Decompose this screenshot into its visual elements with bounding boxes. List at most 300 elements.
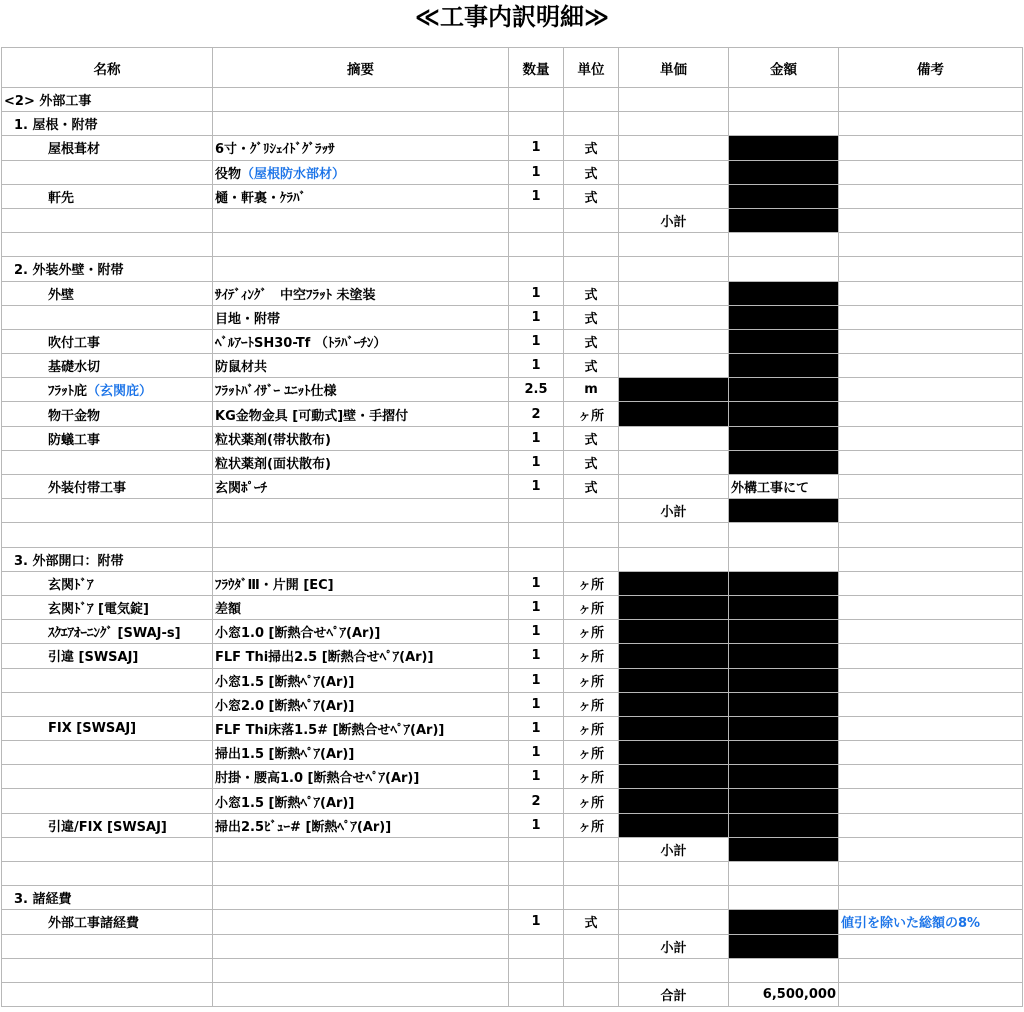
cell-note bbox=[839, 765, 1023, 789]
cell-description bbox=[213, 668, 509, 692]
table-row bbox=[2, 523, 1023, 547]
table-row bbox=[2, 136, 1023, 160]
cell-quantity bbox=[509, 378, 564, 402]
cell-description bbox=[213, 160, 509, 184]
cell-quantity bbox=[509, 765, 564, 789]
cell-amount bbox=[729, 184, 839, 208]
cell-description bbox=[213, 982, 509, 1006]
cell-name bbox=[2, 620, 213, 644]
cell-name-text: 基礎水切 bbox=[48, 360, 101, 376]
cell-note bbox=[839, 450, 1023, 474]
cell-name-text: ｽｸｴｱｵｰﾆﾝｸﾞ [SWAJ-s] bbox=[48, 626, 181, 642]
table-row bbox=[2, 208, 1023, 232]
cell-quantity bbox=[509, 934, 564, 958]
cell-unit-text: 式 bbox=[584, 335, 598, 351]
cell-description-text: 目地・附帯 bbox=[215, 311, 281, 327]
table-row bbox=[2, 958, 1023, 982]
cell-quantity-text: 1 bbox=[531, 140, 541, 156]
cell-unit bbox=[564, 208, 619, 232]
cell-unit bbox=[564, 547, 619, 571]
cell-description-text: ｻｲﾃﾞｨﾝｸﾞ 中空ﾌﾗｯﾄ 未塗装 bbox=[215, 287, 376, 303]
cell-name bbox=[2, 644, 213, 668]
cell-quantity-text: 2 bbox=[531, 406, 541, 422]
table-row bbox=[2, 233, 1023, 257]
cell-unit-price bbox=[619, 88, 729, 112]
cell-unit bbox=[564, 958, 619, 982]
cell-quantity-text: 1 bbox=[531, 285, 541, 301]
cell-unit bbox=[564, 741, 619, 765]
cell-description-text: 小窓1.0 [断熱合せﾍﾟｱ(Ar)] bbox=[215, 626, 381, 642]
cell-amount bbox=[729, 402, 839, 426]
cell-note bbox=[839, 281, 1023, 305]
table-row bbox=[2, 305, 1023, 329]
cell-unit-price bbox=[619, 813, 729, 837]
cell-note bbox=[839, 886, 1023, 910]
cell-unit-text: ヶ所 bbox=[577, 577, 604, 593]
cell-name bbox=[2, 475, 213, 499]
cell-quantity bbox=[509, 982, 564, 1006]
cell-name bbox=[2, 813, 213, 837]
cell-note bbox=[839, 547, 1023, 571]
cell-quantity bbox=[509, 257, 564, 281]
cell-note bbox=[839, 112, 1023, 136]
cell-unit bbox=[564, 789, 619, 813]
cell-unit-price bbox=[619, 692, 729, 716]
cell-description bbox=[213, 547, 509, 571]
cell-unit bbox=[564, 620, 619, 644]
cell-unit-text: ヶ所 bbox=[577, 795, 604, 811]
cell-description bbox=[213, 789, 509, 813]
cell-note bbox=[839, 741, 1023, 765]
cell-amount bbox=[729, 862, 839, 886]
table-row bbox=[2, 644, 1023, 668]
estimate-table bbox=[1, 47, 1023, 1007]
cell-unit bbox=[564, 910, 619, 934]
cell-unit bbox=[564, 257, 619, 281]
cell-quantity bbox=[509, 716, 564, 740]
table-row bbox=[2, 862, 1023, 886]
cell-amount bbox=[729, 886, 839, 910]
cell-name bbox=[2, 571, 213, 595]
cell-quantity bbox=[509, 233, 564, 257]
cell-note bbox=[839, 523, 1023, 547]
cell-note bbox=[839, 354, 1023, 378]
cell-description-text: 掃出2.5ﾋﾞｭｰ# [断熱ﾍﾟｱ(Ar)] bbox=[215, 819, 392, 835]
cell-name bbox=[2, 789, 213, 813]
cell-unit-price bbox=[619, 862, 729, 886]
table-row bbox=[2, 741, 1023, 765]
cell-amount bbox=[729, 281, 839, 305]
header-unit: 単位 bbox=[564, 48, 619, 88]
cell-description-text: 小窓1.5 [断熱ﾍﾟｱ(Ar)] bbox=[215, 795, 355, 811]
cell-description bbox=[213, 257, 509, 281]
cell-description-highlight: （屋根防水部材） bbox=[241, 166, 346, 182]
cell-note bbox=[839, 426, 1023, 450]
cell-quantity bbox=[509, 281, 564, 305]
cell-description-text: 玄関ﾎﾟｰﾁ bbox=[215, 481, 268, 497]
cell-description bbox=[213, 958, 509, 982]
cell-unit bbox=[564, 112, 619, 136]
cell-unit-text: 式 bbox=[584, 456, 598, 472]
cell-name bbox=[2, 668, 213, 692]
cell-quantity-text: 1 bbox=[531, 769, 541, 785]
cell-quantity-text: 2 bbox=[531, 793, 541, 809]
cell-description bbox=[213, 595, 509, 619]
cell-name bbox=[2, 208, 213, 232]
cell-name bbox=[2, 88, 213, 112]
cell-description bbox=[213, 88, 509, 112]
cell-quantity-text: 1 bbox=[531, 696, 541, 712]
cell-amount bbox=[729, 837, 839, 861]
table-row bbox=[2, 475, 1023, 499]
cell-quantity bbox=[509, 813, 564, 837]
cell-amount bbox=[729, 813, 839, 837]
cell-amount bbox=[729, 620, 839, 644]
cell-description-text: ﾍﾞﾙｱｰﾄSH30-Tf （ﾄﾗﾊﾞｰﾁﾝ） bbox=[215, 335, 387, 351]
cell-name-text: 防蟻工事 bbox=[48, 432, 101, 448]
cell-unit-price bbox=[619, 741, 729, 765]
cell-unit-price bbox=[619, 450, 729, 474]
cell-unit-price bbox=[619, 595, 729, 619]
table-row bbox=[2, 668, 1023, 692]
table-row bbox=[2, 329, 1023, 353]
cell-description-text: 防鼠材共 bbox=[215, 360, 268, 376]
cell-unit-price bbox=[619, 257, 729, 281]
cell-name-text: 引違/FIX [SWSAJ] bbox=[48, 819, 167, 835]
cell-quantity-text: 1 bbox=[531, 358, 541, 374]
cell-name-text: 物干金物 bbox=[48, 408, 101, 424]
cell-unit-text: m bbox=[584, 382, 598, 398]
cell-unit-price bbox=[619, 910, 729, 934]
cell-description-text: ﾌﾗｯﾄﾊﾞｲｻﾞｰ ﾕﾆｯﾄ仕様 bbox=[215, 384, 337, 400]
cell-description bbox=[213, 765, 509, 789]
cell-unit-text: ヶ所 bbox=[577, 674, 604, 690]
cell-unit bbox=[564, 862, 619, 886]
cell-unit-price bbox=[619, 112, 729, 136]
cell-unit-price-text: 合計 bbox=[660, 989, 687, 1005]
cell-name bbox=[2, 184, 213, 208]
cell-amount bbox=[729, 741, 839, 765]
cell-description bbox=[213, 475, 509, 499]
cell-unit bbox=[564, 523, 619, 547]
cell-quantity bbox=[509, 644, 564, 668]
cell-quantity bbox=[509, 450, 564, 474]
cell-unit bbox=[564, 378, 619, 402]
cell-amount bbox=[729, 789, 839, 813]
cell-quantity-text: 2.5 bbox=[524, 382, 548, 398]
cell-unit bbox=[564, 837, 619, 861]
cell-description bbox=[213, 499, 509, 523]
cell-name-text: 引違 [SWSAJ] bbox=[48, 650, 139, 666]
cell-name-text: 屋根葺材 bbox=[48, 142, 101, 158]
cell-unit bbox=[564, 160, 619, 184]
cell-name-text: ﾌﾗｯﾄ庇 bbox=[48, 384, 88, 400]
cell-quantity bbox=[509, 305, 564, 329]
cell-name bbox=[2, 378, 213, 402]
cell-quantity bbox=[509, 620, 564, 644]
cell-description bbox=[213, 886, 509, 910]
cell-quantity-text: 1 bbox=[531, 817, 541, 833]
cell-name-text: FIX [SWSAJ] bbox=[48, 720, 137, 736]
cell-quantity bbox=[509, 571, 564, 595]
cell-description-text: 肘掛・腰高1.0 [断熱合せﾍﾟｱ(Ar)] bbox=[215, 771, 420, 787]
cell-note bbox=[839, 644, 1023, 668]
cell-unit-price bbox=[619, 571, 729, 595]
table-row bbox=[2, 281, 1023, 305]
cell-quantity-text: 1 bbox=[531, 333, 541, 349]
cell-unit bbox=[564, 499, 619, 523]
cell-description bbox=[213, 813, 509, 837]
cell-unit bbox=[564, 426, 619, 450]
cell-quantity bbox=[509, 910, 564, 934]
cell-description bbox=[213, 450, 509, 474]
cell-amount bbox=[729, 644, 839, 668]
cell-name bbox=[2, 958, 213, 982]
cell-quantity bbox=[509, 112, 564, 136]
cell-unit-price bbox=[619, 233, 729, 257]
cell-description bbox=[213, 934, 509, 958]
cell-note bbox=[839, 257, 1023, 281]
cell-unit bbox=[564, 644, 619, 668]
cell-note bbox=[839, 329, 1023, 353]
cell-unit-text: 式 bbox=[584, 432, 598, 448]
cell-quantity bbox=[509, 789, 564, 813]
cell-name bbox=[2, 160, 213, 184]
cell-unit-price bbox=[619, 160, 729, 184]
cell-description bbox=[213, 741, 509, 765]
cell-quantity-text: 1 bbox=[531, 745, 541, 761]
cell-description bbox=[213, 305, 509, 329]
cell-name-highlight: （玄関庇） bbox=[87, 384, 153, 400]
cell-unit-price bbox=[619, 547, 729, 571]
cell-unit bbox=[564, 305, 619, 329]
cell-name bbox=[2, 281, 213, 305]
cell-unit-text: 式 bbox=[584, 916, 598, 932]
cell-quantity-text: 1 bbox=[531, 188, 541, 204]
cell-unit bbox=[564, 571, 619, 595]
header-amount: 金額 bbox=[729, 48, 839, 88]
cell-amount bbox=[729, 547, 839, 571]
cell-quantity bbox=[509, 547, 564, 571]
cell-note bbox=[839, 668, 1023, 692]
cell-unit-price bbox=[619, 982, 729, 1006]
cell-name bbox=[2, 354, 213, 378]
cell-quantity-text: 1 bbox=[531, 309, 541, 325]
cell-quantity-text: 1 bbox=[531, 648, 541, 664]
cell-amount bbox=[729, 88, 839, 112]
table-row bbox=[2, 378, 1023, 402]
cell-amount bbox=[729, 426, 839, 450]
cell-unit bbox=[564, 281, 619, 305]
cell-unit bbox=[564, 716, 619, 740]
table-row bbox=[2, 934, 1023, 958]
cell-amount bbox=[729, 112, 839, 136]
cell-amount bbox=[729, 233, 839, 257]
cell-unit bbox=[564, 934, 619, 958]
cell-note bbox=[839, 813, 1023, 837]
cell-unit bbox=[564, 765, 619, 789]
cell-unit bbox=[564, 813, 619, 837]
cell-amount bbox=[729, 475, 839, 499]
cell-amount bbox=[729, 354, 839, 378]
cell-amount bbox=[729, 160, 839, 184]
cell-unit-text: 式 bbox=[584, 287, 598, 303]
cell-note bbox=[839, 958, 1023, 982]
cell-description-text: ﾌﾗｳﾀﾞⅢ・片開 [EC] bbox=[215, 577, 334, 593]
header-row bbox=[2, 48, 1023, 88]
cell-name bbox=[2, 692, 213, 716]
cell-unit-price bbox=[619, 329, 729, 353]
cell-description bbox=[213, 329, 509, 353]
table-row bbox=[2, 112, 1023, 136]
cell-note bbox=[839, 692, 1023, 716]
cell-unit-price bbox=[619, 378, 729, 402]
cell-unit bbox=[564, 184, 619, 208]
cell-unit-text: 式 bbox=[584, 360, 598, 376]
cell-unit-price bbox=[619, 184, 729, 208]
cell-name bbox=[2, 886, 213, 910]
cell-unit-text: 式 bbox=[584, 142, 598, 158]
cell-amount bbox=[729, 450, 839, 474]
header-quantity: 数量 bbox=[509, 48, 564, 88]
cell-unit-price bbox=[619, 281, 729, 305]
cell-note bbox=[839, 160, 1023, 184]
cell-description bbox=[213, 378, 509, 402]
table-row bbox=[2, 813, 1023, 837]
cell-name-text: 1. 屋根・附帯 bbox=[14, 118, 98, 134]
cell-unit-price bbox=[619, 426, 729, 450]
table-row bbox=[2, 886, 1023, 910]
table-row bbox=[2, 595, 1023, 619]
cell-description bbox=[213, 233, 509, 257]
cell-unit-price bbox=[619, 886, 729, 910]
cell-unit bbox=[564, 450, 619, 474]
cell-amount-text: 6,500,000 bbox=[762, 987, 836, 1003]
cell-unit-text: ヶ所 bbox=[577, 771, 604, 787]
cell-note bbox=[839, 982, 1023, 1006]
cell-unit-text: ヶ所 bbox=[577, 602, 604, 618]
cell-unit-price bbox=[619, 523, 729, 547]
cell-name bbox=[2, 837, 213, 861]
cell-name-text: 玄関ﾄﾞｱ bbox=[48, 577, 94, 593]
cell-quantity bbox=[509, 523, 564, 547]
cell-description bbox=[213, 354, 509, 378]
cell-note bbox=[839, 499, 1023, 523]
cell-amount bbox=[729, 668, 839, 692]
cell-unit-text: 式 bbox=[584, 481, 598, 497]
table-row bbox=[2, 620, 1023, 644]
cell-amount bbox=[729, 716, 839, 740]
cell-unit-text: ヶ所 bbox=[577, 626, 604, 642]
cell-note bbox=[839, 378, 1023, 402]
table-row bbox=[2, 354, 1023, 378]
cell-name-text: 2. 外装外壁・附帯 bbox=[14, 263, 124, 279]
cell-name bbox=[2, 765, 213, 789]
cell-note-text: 値引を除いた総額の8% bbox=[841, 916, 981, 932]
cell-unit-text: 式 bbox=[584, 190, 598, 206]
cell-name bbox=[2, 934, 213, 958]
cell-amount bbox=[729, 595, 839, 619]
cell-description bbox=[213, 184, 509, 208]
cell-unit-price bbox=[619, 620, 729, 644]
cell-description-text: 粒状薬剤(面状散布) bbox=[215, 456, 331, 472]
table-row bbox=[2, 765, 1023, 789]
cell-name-text: 外装付帯工事 bbox=[48, 481, 127, 497]
cell-name bbox=[2, 402, 213, 426]
cell-name bbox=[2, 716, 213, 740]
cell-quantity bbox=[509, 184, 564, 208]
cell-unit-price bbox=[619, 958, 729, 982]
cell-description bbox=[213, 692, 509, 716]
cell-name bbox=[2, 862, 213, 886]
cell-unit-price-text: 小計 bbox=[660, 505, 687, 521]
cell-note bbox=[839, 233, 1023, 257]
cell-unit bbox=[564, 329, 619, 353]
cell-quantity-text: 1 bbox=[531, 575, 541, 591]
cell-amount bbox=[729, 305, 839, 329]
cell-name bbox=[2, 426, 213, 450]
cell-name-text: 吹付工事 bbox=[48, 335, 101, 351]
cell-unit-price bbox=[619, 499, 729, 523]
header-note: 備考 bbox=[839, 48, 1023, 88]
header-unit-price: 単価 bbox=[619, 48, 729, 88]
cell-name bbox=[2, 136, 213, 160]
table-row bbox=[2, 450, 1023, 474]
cell-description bbox=[213, 112, 509, 136]
cell-name-text: <2> 外部工事 bbox=[4, 94, 92, 110]
cell-name-text: 3. 外部開口：附帯 bbox=[14, 553, 124, 569]
cell-description bbox=[213, 208, 509, 232]
cell-note bbox=[839, 402, 1023, 426]
cell-quantity-text: 1 bbox=[531, 914, 541, 930]
cell-unit bbox=[564, 692, 619, 716]
cell-quantity bbox=[509, 475, 564, 499]
cell-name bbox=[2, 547, 213, 571]
cell-unit-text: ヶ所 bbox=[577, 408, 604, 424]
cell-note bbox=[839, 305, 1023, 329]
table-row bbox=[2, 982, 1023, 1006]
cell-description-text: 掃出1.5 [断熱ﾍﾟｱ(Ar)] bbox=[215, 747, 355, 763]
table-row bbox=[2, 88, 1023, 112]
cell-unit bbox=[564, 595, 619, 619]
cell-amount-text: 外構工事にて bbox=[731, 481, 810, 497]
cell-unit-price bbox=[619, 668, 729, 692]
table-row bbox=[2, 692, 1023, 716]
cell-unit bbox=[564, 402, 619, 426]
cell-description-text: 役物 bbox=[215, 166, 242, 182]
cell-quantity bbox=[509, 958, 564, 982]
cell-quantity bbox=[509, 88, 564, 112]
cell-description bbox=[213, 620, 509, 644]
cell-description bbox=[213, 136, 509, 160]
table-row bbox=[2, 547, 1023, 571]
cell-quantity bbox=[509, 499, 564, 523]
cell-description-text: 小窓2.0 [断熱ﾍﾟｱ(Ar)] bbox=[215, 698, 355, 714]
cell-amount bbox=[729, 257, 839, 281]
cell-name-text: 軒先 bbox=[48, 190, 75, 206]
cell-unit-price bbox=[619, 644, 729, 668]
cell-quantity-text: 1 bbox=[531, 600, 541, 616]
cell-name bbox=[2, 523, 213, 547]
cell-unit-text: 式 bbox=[584, 166, 598, 182]
cell-note bbox=[839, 184, 1023, 208]
cell-unit-price bbox=[619, 208, 729, 232]
cell-note bbox=[839, 862, 1023, 886]
cell-unit-price bbox=[619, 136, 729, 160]
cell-unit bbox=[564, 354, 619, 378]
cell-quantity bbox=[509, 595, 564, 619]
cell-description bbox=[213, 426, 509, 450]
